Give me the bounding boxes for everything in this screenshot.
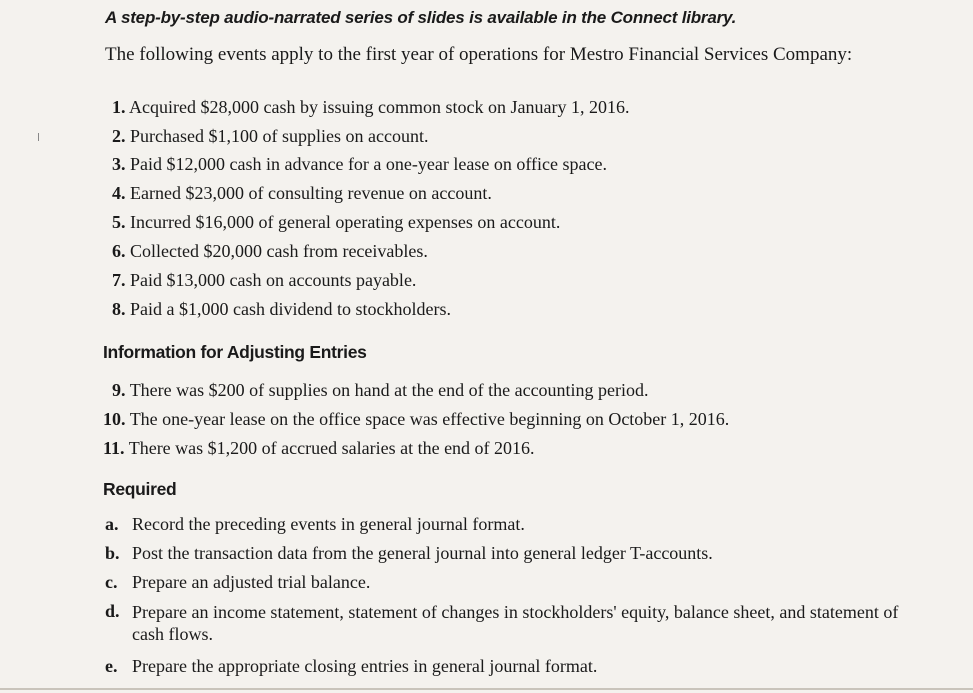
- event-text: Paid a $1,000 cash dividend to stockholders.: [130, 299, 451, 319]
- event-number: 6.: [112, 241, 126, 261]
- event-text: Incurred $16,000 of general operating expenses on account.: [130, 212, 561, 232]
- adjusting-text: There was $200 of supplies on hand at the end of the accounting period.: [129, 380, 649, 400]
- event-number: 5.: [112, 212, 126, 232]
- event-item: [112, 270, 416, 291]
- required-item: [105, 601, 932, 645]
- adjusting-entries-heading: Information for Adjusting Entries: [103, 342, 367, 362]
- required-letter: d.: [105, 601, 120, 621]
- required-letter: b.: [105, 543, 120, 563]
- required-letter: e.: [105, 656, 118, 676]
- adjusting-text: There was $1,200 of accrued salaries at the end of 2016.: [128, 438, 535, 458]
- event-text: Acquired $28,000 cash by issuing common stock on January 1, 2016.: [129, 97, 630, 117]
- event-number: 1.: [112, 97, 126, 117]
- event-number: 7.: [112, 270, 126, 290]
- event-number: 8.: [112, 299, 126, 319]
- event-item: [112, 154, 607, 175]
- event-number: 2.: [112, 126, 126, 146]
- event-text: Paid $13,000 cash on accounts payable.: [130, 270, 417, 290]
- required-text: Prepare the appropriate closing entries in general journal format.: [132, 656, 598, 676]
- event-item: [112, 183, 492, 204]
- event-text: Collected $20,000 cash from receivables.: [130, 241, 428, 261]
- problem-intro: The following events apply to the first year of operations for Mestro Financial Services Company:: [105, 44, 853, 65]
- required-item: [105, 543, 713, 564]
- event-text: Paid $12,000 cash in advance for a one-year lease on office space.: [130, 154, 607, 174]
- audio-slides-note: A step-by-step audio-narrated series of slides is available in the Connect library.: [105, 8, 737, 27]
- adjusting-number: 10.: [103, 409, 126, 429]
- adjusting-item: [112, 380, 649, 401]
- adjusting-item: [103, 438, 535, 459]
- required-text: Post the transaction data from the general journal into general ledger T-accounts.: [132, 543, 713, 563]
- required-text: Prepare an income statement, statement of changes in stockholders' equity, balance sheet, and statement of cash flows.: [132, 602, 899, 644]
- margin-mark: [38, 133, 39, 141]
- required-text: Prepare an adjusted trial balance.: [132, 572, 371, 592]
- event-item: [112, 212, 560, 233]
- required-letter: c.: [105, 572, 118, 592]
- adjusting-number: 11.: [103, 438, 125, 458]
- adjusting-item: [103, 409, 729, 430]
- page-bottom-edge: [0, 688, 973, 690]
- required-item: [105, 514, 525, 535]
- event-text: Purchased $1,100 of supplies on account.: [130, 126, 429, 146]
- event-item: [112, 241, 428, 262]
- required-item: [105, 572, 370, 593]
- event-item: [112, 126, 428, 147]
- required-item: [105, 656, 597, 677]
- required-text: Record the preceding events in general journal format.: [132, 514, 525, 534]
- adjusting-number: 9.: [112, 380, 126, 400]
- event-text: Earned $23,000 of consulting revenue on account.: [130, 183, 492, 203]
- event-number: 3.: [112, 154, 126, 174]
- required-heading: Required: [103, 479, 177, 499]
- event-item: [112, 97, 629, 118]
- event-number: 4.: [112, 183, 126, 203]
- event-item: [112, 299, 451, 320]
- adjusting-text: The one-year lease on the office space was effective beginning on October 1, 2016.: [129, 409, 730, 429]
- required-letter: a.: [105, 514, 119, 534]
